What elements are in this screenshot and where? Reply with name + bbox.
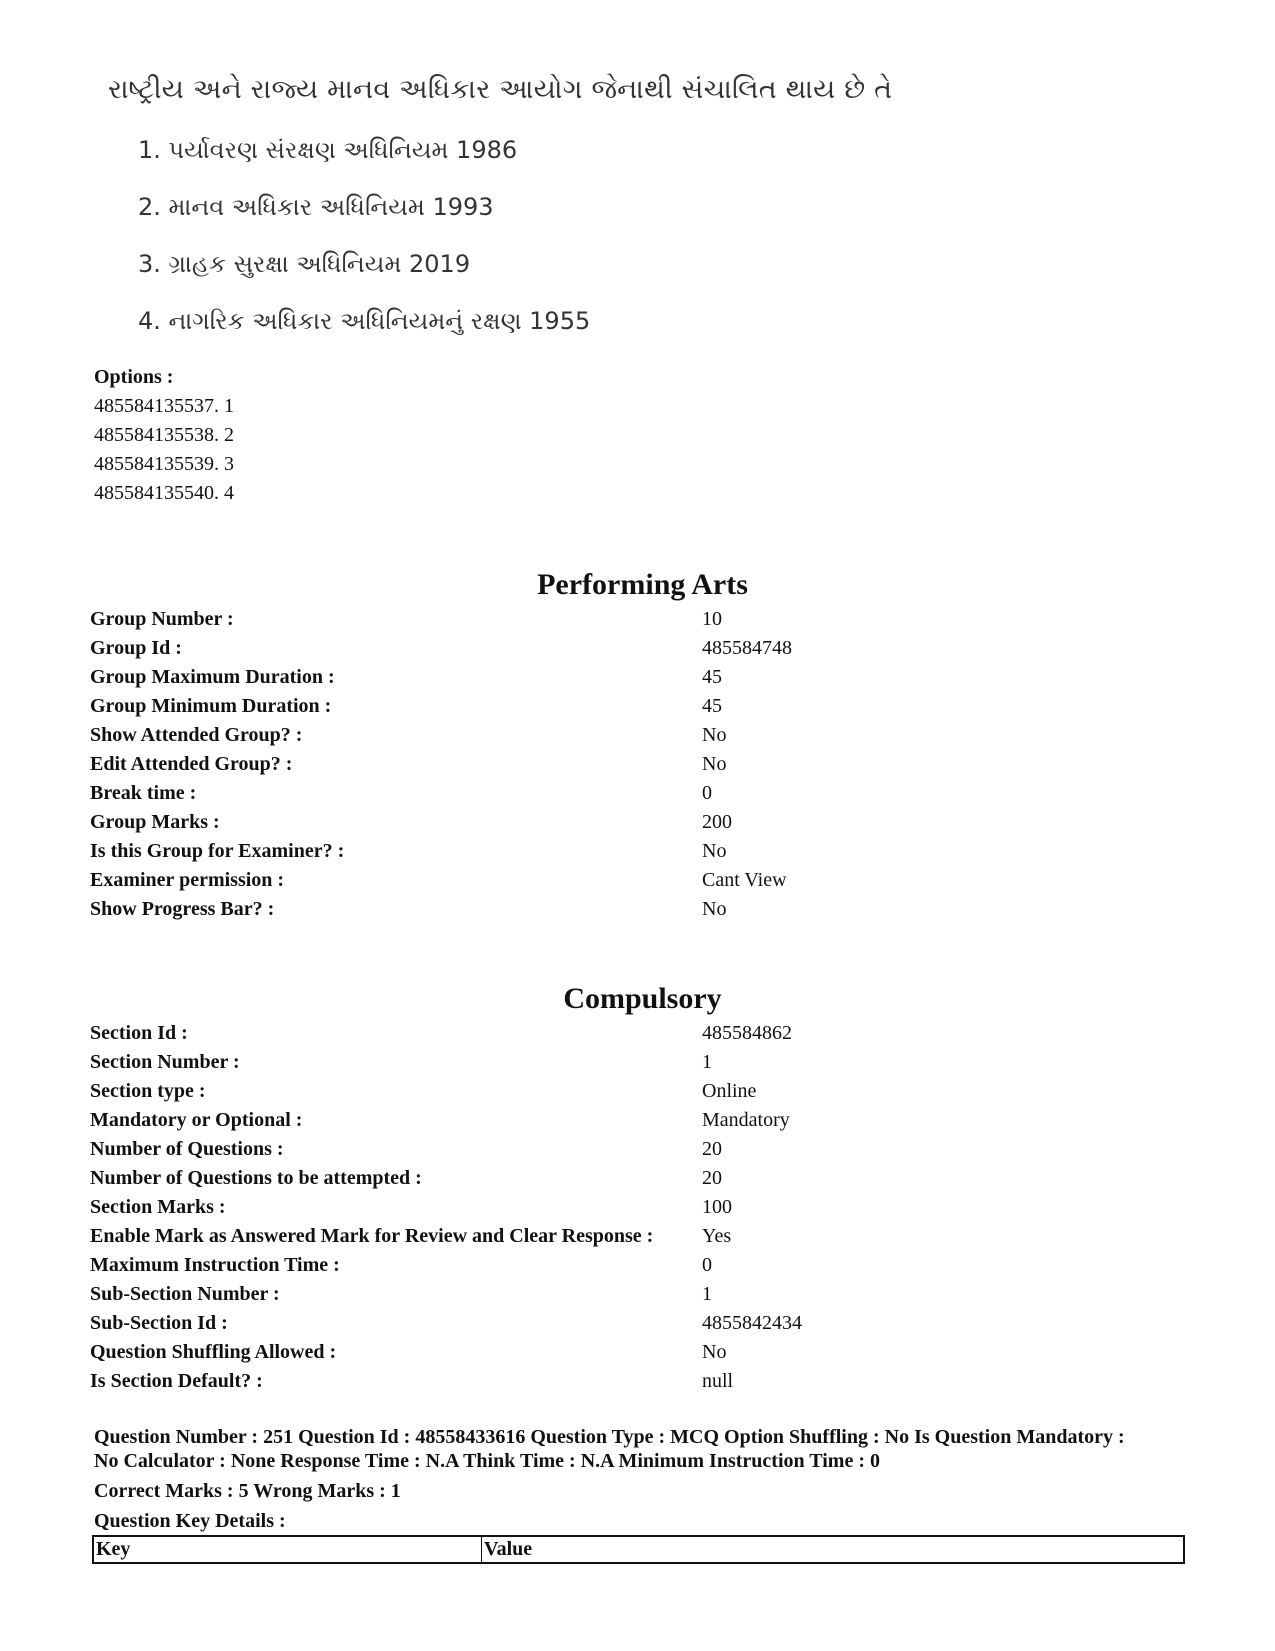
section-value: 0 xyxy=(702,1254,712,1276)
section-row xyxy=(90,1022,1190,1051)
section-value: 20 xyxy=(702,1138,722,1160)
key-column-header: Key xyxy=(93,1536,482,1563)
group-row xyxy=(90,608,1190,637)
group-key: Group Marks : xyxy=(90,811,220,833)
group-heading: Performing Arts xyxy=(537,568,748,601)
section-row xyxy=(90,1254,1190,1283)
group-row xyxy=(90,637,1190,666)
question-meta-line: No Calculator : None Response Time : N.A Think Time : N.A Minimum Instruction Time : 0 xyxy=(94,1450,880,1472)
section-row xyxy=(90,1080,1190,1109)
section-value: 485584862 xyxy=(702,1022,792,1044)
section-key: Question Shuffling Allowed : xyxy=(90,1341,337,1363)
group-value: No xyxy=(702,840,727,862)
group-key: Edit Attended Group? : xyxy=(90,753,293,775)
group-row xyxy=(90,666,1190,695)
group-key: Show Progress Bar? : xyxy=(90,898,275,920)
group-row xyxy=(90,811,1190,840)
section-row xyxy=(90,1312,1190,1341)
section-row xyxy=(90,1341,1190,1370)
group-value: 45 xyxy=(702,666,722,688)
group-row xyxy=(90,898,1190,927)
options-block xyxy=(94,363,234,508)
section-row xyxy=(90,1138,1190,1167)
group-key: Group Maximum Duration : xyxy=(90,666,335,688)
group-row xyxy=(90,782,1190,811)
key-details-title: Question Key Details : xyxy=(94,1510,286,1532)
question-option: 1. પર્યાવરણ સંરક્ષણ અધિનિયમ 1986 xyxy=(138,136,518,164)
group-row xyxy=(90,753,1190,782)
option-item: 485584135539. 3 xyxy=(94,453,234,475)
section-value: Yes xyxy=(702,1225,732,1247)
question-meta-line: Question Number : 251 Question Id : 48558433616 Question Type : MCQ Option Shuffling : No Is Question Mandatory : xyxy=(94,1426,1125,1448)
group-value: 10 xyxy=(702,608,722,630)
group-value: Cant View xyxy=(702,869,787,891)
group-value: No xyxy=(702,753,727,775)
section-heading: Compulsory xyxy=(563,982,722,1015)
section-value: null xyxy=(702,1370,734,1392)
group-row xyxy=(90,840,1190,869)
section-row xyxy=(90,1283,1190,1312)
table-header-row xyxy=(93,1536,1184,1563)
group-key: Show Attended Group? : xyxy=(90,724,303,746)
section-key: Sub-Section Id : xyxy=(90,1312,228,1334)
section-value: 1 xyxy=(702,1051,712,1073)
section-key: Number of Questions : xyxy=(90,1138,284,1160)
question-meta xyxy=(94,1425,1204,1533)
section-key: Section Id : xyxy=(90,1022,188,1044)
group-details xyxy=(90,608,1190,927)
section-row xyxy=(90,1370,1190,1399)
group-key: Examiner permission : xyxy=(90,869,285,891)
group-value: 200 xyxy=(702,811,732,833)
option-item: 485584135537. 1 xyxy=(94,395,234,417)
option-item: 485584135540. 4 xyxy=(94,482,234,504)
question-option: 2. માનવ અધિકાર અધિનિયમ 1993 xyxy=(138,193,494,221)
section-key: Section Number : xyxy=(90,1051,240,1073)
option-item: 485584135538. 2 xyxy=(94,424,234,446)
section-key: Maximum Instruction Time : xyxy=(90,1254,340,1276)
section-key: Section type : xyxy=(90,1080,206,1102)
group-value: 45 xyxy=(702,695,722,717)
section-key: Section Marks : xyxy=(90,1196,226,1218)
section-value: 20 xyxy=(702,1167,722,1189)
section-row xyxy=(90,1051,1190,1080)
section-key: Number of Questions to be attempted : xyxy=(90,1167,422,1189)
section-key: Enable Mark as Answered Mark for Review and Clear Response : xyxy=(90,1225,654,1247)
question-options-list xyxy=(138,136,590,364)
group-key: Is this Group for Examiner? : xyxy=(90,840,345,862)
section-row xyxy=(90,1196,1190,1225)
group-value: 485584748 xyxy=(702,637,792,659)
section-value: Online xyxy=(702,1080,757,1102)
group-key: Group Id : xyxy=(90,637,182,659)
section-value: 4855842434 xyxy=(702,1312,802,1334)
group-key: Group Number : xyxy=(90,608,234,630)
group-value: No xyxy=(702,898,727,920)
question-option: 4. નાગરિક અધિકાર અધિનિયમનું રક્ષણ 1955 xyxy=(138,307,591,335)
section-row xyxy=(90,1167,1190,1196)
options-title: Options : xyxy=(94,366,174,388)
group-value: No xyxy=(702,724,727,746)
section-key: Is Section Default? : xyxy=(90,1370,263,1392)
group-row xyxy=(90,869,1190,898)
group-value: 0 xyxy=(702,782,712,804)
value-column-header: Value xyxy=(482,1536,1185,1563)
section-row xyxy=(90,1109,1190,1138)
question-text: રાષ્ટ્રીય અને રાજ્ય માનવ અધિકાર આયોગ જેનાથી સંચાલિત થાય છે તે xyxy=(108,74,893,105)
marks-line: Correct Marks : 5 Wrong Marks : 1 xyxy=(94,1480,401,1502)
section-value: 100 xyxy=(702,1196,732,1218)
group-key: Group Minimum Duration : xyxy=(90,695,332,717)
question-key-table xyxy=(92,1535,1185,1564)
group-key: Break time : xyxy=(90,782,197,804)
question-option: 3. ગ્રાહક સુરક્ષા અધિનિયમ 2019 xyxy=(138,250,471,278)
section-value: Mandatory xyxy=(702,1109,790,1131)
group-row xyxy=(90,695,1190,724)
section-row xyxy=(90,1225,1190,1254)
section-value: 1 xyxy=(702,1283,712,1305)
section-key: Sub-Section Number : xyxy=(90,1283,280,1305)
section-details xyxy=(90,1022,1190,1399)
section-value: No xyxy=(702,1341,727,1363)
section-key: Mandatory or Optional : xyxy=(90,1109,303,1131)
group-row xyxy=(90,724,1190,753)
